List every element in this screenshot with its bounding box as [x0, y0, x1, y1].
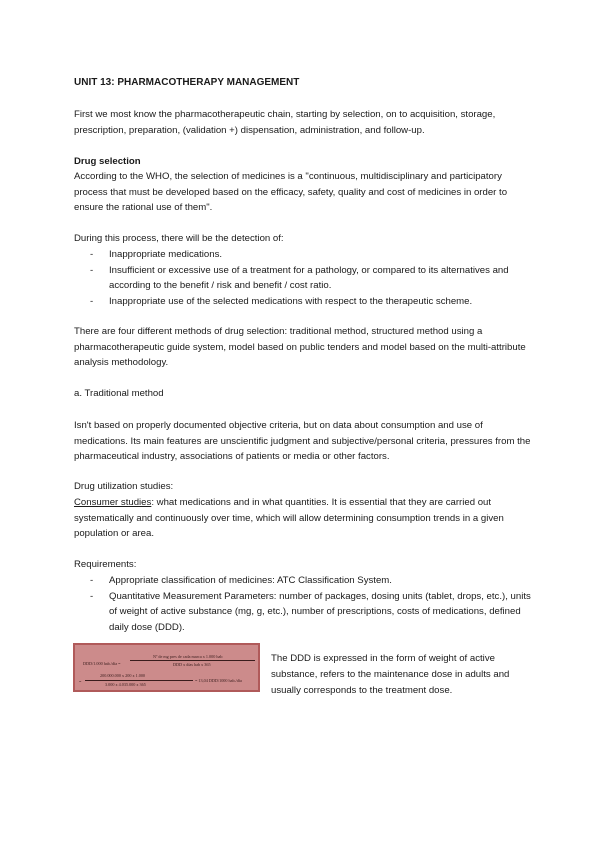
fraction-line [130, 660, 255, 661]
requirements-lead: Requirements: [74, 559, 137, 570]
list-item: - Inappropriate use of the selected medications with respect to the therapeutic scheme. [90, 295, 473, 307]
detection-lead: During this process, there will be the detection of: [74, 233, 284, 244]
list-item: - Inappropriate medications. [90, 249, 223, 260]
traditional-heading: a. Traditional method [74, 388, 164, 399]
formula-denominator-2: 3.000 x 4.035.000 x 365 [105, 682, 146, 687]
formula-numerator-2: 200.000.000 x 200 x 1.000 [100, 673, 146, 678]
detection-list [74, 247, 534, 309]
consumer-studies-paragraph: Consumer studies: what medications and in what quantities. It is essential that they are carried out systematically and continuously over time, which will allow determining consumption trends in a given population or area. [74, 497, 504, 539]
drug-selection-heading: Drug selection [74, 156, 141, 167]
ddd-formula-image [73, 643, 260, 692]
list-item: - Insufficient or excessive use of a treatment for a pathology, or compared to its alternatives and according to the benefit / risk and benefit / cost ratio. [90, 264, 509, 291]
fraction-line [85, 680, 193, 681]
ddd-description: The DDD is expressed in the form of weight of active substance, refers to the maintenance dose in adults and usually corresponds to the treatment dose. [271, 653, 510, 696]
requirements-list [74, 573, 534, 635]
list-item: - Appropriate classification of medicines: ATC Classification System. [90, 575, 392, 586]
page-title: UNIT 13: PHARMACOTHERAPY MANAGEMENT [74, 77, 300, 88]
formula-lhs: DDD/1.000 hab./día = [83, 661, 121, 666]
methods-paragraph: There are four different methods of drug selection: traditional method, structured method using a pharmacotherapeutic guide system, model based on public tenders and model based on the multi-attribute analysis methodology. [74, 326, 526, 368]
drug-selection-paragraph: According to the WHO, the selection of medicines is a "continuous, multidisciplinary and participatory process that must be developed based on the efficacy, safety, quality and cost of medicines in order to ensure the rational use of them". [74, 171, 508, 213]
formula-result: = 13,04 DDD/1000 hab./día [195, 678, 242, 683]
formula-equals: = [79, 679, 82, 684]
traditional-paragraph: Isn't based on properly documented objective criteria, but on data about consumption and use of medications. Its main features are unscientific judgment and subjective/personal criteria, pressures from the pharmaceutical industry, associations of patients or media or other factors. [74, 420, 531, 462]
formula-numerator-1: Nº de mg pres de cada marca x 1.000 hab [153, 654, 223, 659]
utilization-heading: Drug utilization studies: [74, 481, 174, 492]
intro-paragraph: First we most know the pharmacotherapeutic chain, starting by selection, on to acquisition, storage, prescription, preparation, (validation +) dispensation, administration, and follow-up. [74, 109, 496, 136]
consumer-studies-label: Consumer studies [74, 497, 152, 508]
formula-denominator-1: DDD x días hab x 365 [173, 662, 211, 667]
list-item: - Quantitative Measurement Parameters: number of packages, dosing units (tablet, drops, etc.), units of weight of active substance (mg, g, etc.), number of prescriptions, costs of medications, defined daily dose (DDD). [90, 590, 531, 633]
